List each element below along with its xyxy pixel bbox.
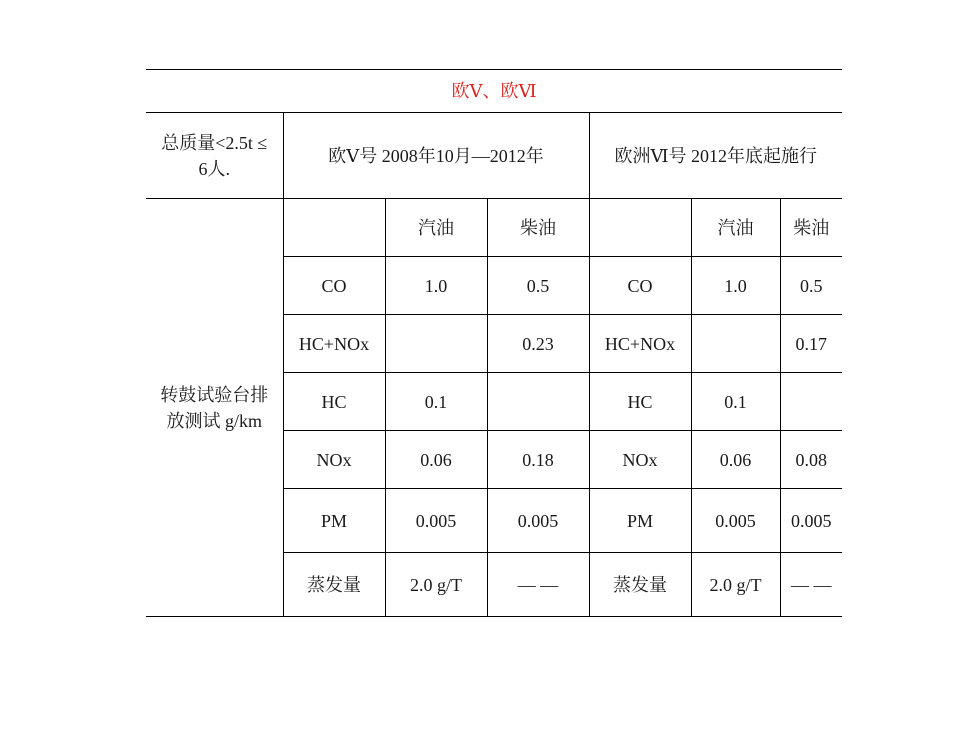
value-cell: 0.5: [487, 257, 589, 315]
table-title-row: [146, 70, 842, 113]
pollutant-cell: CO: [589, 257, 691, 315]
euro6-diesel-header: 柴油: [780, 199, 842, 257]
value-cell: 0.23: [487, 315, 589, 373]
pollutant-cell: NOx: [283, 431, 385, 489]
euro5-header: 欧Ⅴ号 2008年10月—2012年: [283, 113, 589, 199]
euro6-gasoline-header: 汽油: [691, 199, 780, 257]
value-cell: [691, 315, 780, 373]
euro6-blank-header: [589, 199, 691, 257]
pollutant-cell: CO: [283, 257, 385, 315]
value-cell: 0.1: [385, 373, 487, 431]
value-cell: 0.06: [691, 431, 780, 489]
value-cell: 0.06: [385, 431, 487, 489]
pollutant-cell: 蒸发量: [283, 553, 385, 617]
value-cell: 1.0: [385, 257, 487, 315]
value-cell: 2.0 g/T: [691, 553, 780, 617]
value-cell: 0.17: [780, 315, 842, 373]
pollutant-cell: HC: [283, 373, 385, 431]
table-title: 欧Ⅴ、欧Ⅵ: [146, 70, 842, 113]
row-group-label: 转鼓试验台排放测试 g/km: [146, 199, 283, 617]
pollutant-cell: HC: [589, 373, 691, 431]
value-cell: [385, 315, 487, 373]
pollutant-cell: 蒸发量: [589, 553, 691, 617]
value-cell: 0.005: [487, 489, 589, 553]
pollutant-cell: PM: [589, 489, 691, 553]
value-cell: 2.0 g/T: [385, 553, 487, 617]
value-cell: 0.005: [691, 489, 780, 553]
pollutant-cell: NOx: [589, 431, 691, 489]
euro5-gasoline-header: 汽油: [385, 199, 487, 257]
value-cell: — —: [780, 553, 842, 617]
value-cell: 1.0: [691, 257, 780, 315]
value-cell: 0.005: [385, 489, 487, 553]
fuel-header-row: [146, 199, 842, 257]
value-cell: 0.18: [487, 431, 589, 489]
emission-standards-table: [146, 69, 842, 617]
value-cell: — —: [487, 553, 589, 617]
value-cell: 0.5: [780, 257, 842, 315]
value-cell: [487, 373, 589, 431]
euro5-diesel-header: 柴油: [487, 199, 589, 257]
euro5-blank-header: [283, 199, 385, 257]
value-cell: 0.08: [780, 431, 842, 489]
emission-standards-table-wrapper: [146, 69, 842, 617]
euro6-header: 欧洲Ⅵ号 2012年底起施行: [589, 113, 842, 199]
pollutant-cell: HC+NOx: [589, 315, 691, 373]
pollutant-cell: PM: [283, 489, 385, 553]
value-cell: 0.005: [780, 489, 842, 553]
value-cell: [780, 373, 842, 431]
value-cell: 0.1: [691, 373, 780, 431]
pollutant-cell: HC+NOx: [283, 315, 385, 373]
vehicle-category-label: 总质量<2.5t ≤6人.: [146, 113, 283, 199]
table-header-row: [146, 113, 842, 199]
